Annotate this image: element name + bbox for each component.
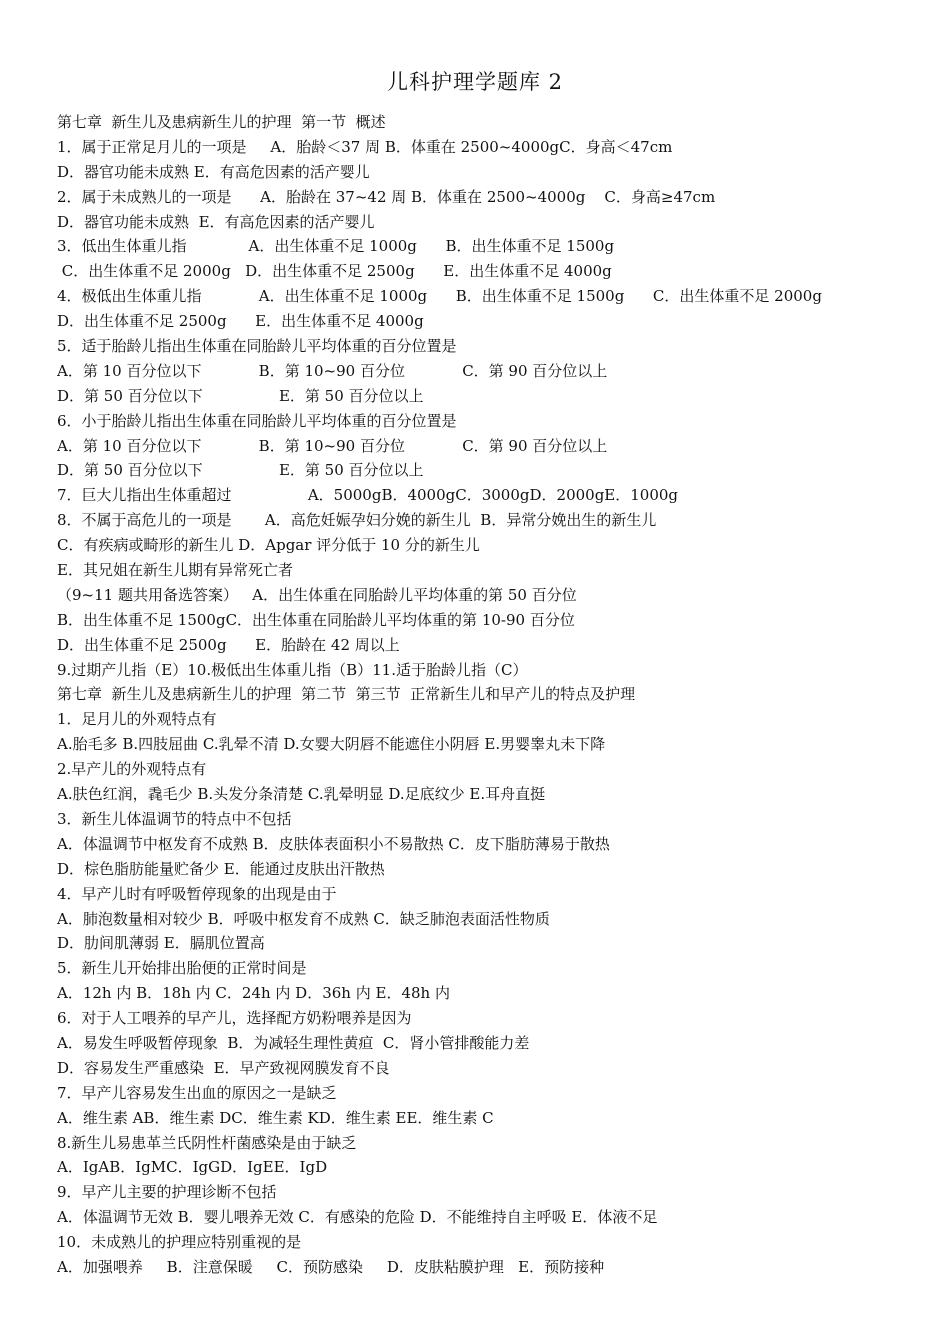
text-line: 6．小于胎龄儿指出生体重在同胎龄儿平均体重的百分位置是: [57, 411, 457, 430]
text-line: C．有疾病或畸形的新生儿 D．Apgar 评分低于 10 分的新生儿: [57, 536, 480, 555]
text-line: A．12h 内 B．18h 内 C．24h 内 D．36h 内 E．48h 内: [57, 984, 450, 1003]
text-line: D．肋间肌薄弱 E．膈肌位置高: [57, 934, 265, 953]
text-line: A．易发生呼吸暂停现象 B．为减轻生理性黄疸 C．肾小管排酸能力差: [57, 1033, 530, 1052]
text-line: D．容易发生严重感染 E．早产致视网膜发育不良: [57, 1058, 390, 1077]
text-line: D．器官功能未成熟 E．有高危因素的活产婴儿: [57, 212, 375, 231]
text-line: 2．属于未成熟儿的一项是 A．胎龄在 37~42 周 B．体重在 2500~4000g C．身高≥47cm: [57, 187, 716, 206]
text-line: 2.早产儿的外观特点有: [57, 760, 207, 779]
text-line: D．出生体重不足 2500g E．出生体重不足 4000g: [57, 312, 424, 331]
text-line: D．出生体重不足 2500g E．胎龄在 42 周以上: [57, 635, 400, 654]
text-line: D．器官功能未成熟 E．有高危因素的活产婴儿: [57, 162, 370, 181]
text-line: A．体温调节中枢发育不成熟 B．皮肤体表面积小不易散热 C．皮下脂肪薄易于散热: [57, 834, 610, 853]
text-line: D．棕色脂肪能量贮备少 E．能通过皮肤出汗散热: [57, 859, 385, 878]
text-line: 10．未成熟儿的护理应特别重视的是: [57, 1233, 302, 1252]
text-line: A．加强喂养 B．注意保暖 C．预防感染 D．皮肤粘膜护理 E．预防接种: [57, 1257, 605, 1276]
text-line: 第七章 新生儿及患病新生儿的护理 第二节 第三节 正常新生儿和早产儿的特点及护理: [57, 685, 636, 704]
text-line: D．第 50 百分位以下 E．第 50 百分位以上: [57, 386, 424, 405]
text-line: 6．对于人工喂养的早产儿，选择配方奶粉喂养是因为: [57, 1009, 412, 1028]
text-line: A．第 10 百分位以下 B．第 10~90 百分位 C．第 90 百分位以上: [57, 361, 608, 380]
text-line: C．出生体重不足 2000g D．出生体重不足 2500g E．出生体重不足 4000g: [57, 262, 612, 281]
text-line: 5．新生儿开始排出胎便的正常时间是: [57, 959, 307, 978]
text-line: 3．低出生体重儿指 A．出生体重不足 1000g B．出生体重不足 1500g: [57, 237, 615, 256]
text-line: 5．适于胎龄儿指出生体重在同胎龄儿平均体重的百分位置是: [57, 337, 457, 356]
text-line: 1．足月儿的外观特点有: [57, 710, 217, 729]
text-line: B．出生体重不足 1500gC．出生体重在同胎龄儿平均体重的第 10-90 百分位: [57, 610, 575, 629]
text-line: 4．极低出生体重儿指 A．出生体重不足 1000g B．出生体重不足 1500g C．出生体重不足 2000g: [57, 287, 822, 306]
text-line: 4．早产儿时有呼吸暂停现象的出现是由于: [57, 884, 337, 903]
text-line: A．第 10 百分位以下 B．第 10~90 百分位 C．第 90 百分位以上: [57, 436, 608, 455]
text-line: 9．早产儿主要的护理诊断不包括: [57, 1183, 277, 1202]
text-line: D．第 50 百分位以下 E．第 50 百分位以上: [57, 461, 424, 480]
text-line: A．IgAB．IgMC．IgGD．IgEE．IgD: [57, 1158, 328, 1177]
document-title: 儿科护理学题库 2: [386, 70, 564, 94]
text-line: 1．属于正常足月儿的一项是 A．胎龄＜37 周 B．体重在 2500~4000gC．身高＜47cm: [57, 137, 673, 156]
text-line: 8．不属于高危儿的一项是 A．高危妊娠孕妇分娩的新生儿 B．异常分娩出生的新生儿: [57, 511, 657, 530]
document-body: [57, 110, 937, 1280]
text-line: E．其兄姐在新生儿期有异常死亡者: [57, 561, 293, 580]
text-line: A．体温调节无效 B．婴儿喂养无效 C．有感染的危险 D．不能维持自主呼吸 E．体液不足: [57, 1208, 658, 1227]
text-line: 第七章 新生儿及患病新生儿的护理 第一节 概述: [57, 113, 386, 131]
text-line: A.肤色红润，毳毛少 B.头发分条清楚 C.乳晕明显 D.足底纹少 E.耳舟直挺: [57, 785, 546, 804]
text-line: （9~11 题共用备选答案） A．出生体重在同胎龄儿平均体重的第 50 百分位: [57, 585, 577, 604]
text-line: 7．巨大儿指出生体重超过 A．5000gB．4000gC．3000gD．2000gE．1000g: [57, 486, 679, 505]
text-line: 9.过期产儿指（E）10.极低出生体重儿指（B）11.适于胎龄儿指（C）: [57, 660, 528, 679]
text-line: A．肺泡数量相对较少 B．呼吸中枢发育不成熟 C．缺乏肺泡表面活性物质: [57, 909, 550, 928]
text-line: 3．新生儿体温调节的特点中不包括: [57, 809, 292, 828]
text-line: A.胎毛多 B.四肢屈曲 C.乳晕不清 D.女婴大阴唇不能遮住小阴唇 E.男婴睾丸未下降: [57, 735, 606, 754]
text-line: A．维生素 AB．维生素 DC．维生素 KD．维生素 EE．维生素 C: [57, 1108, 494, 1127]
text-line: 8.新生儿易患革兰氏阴性杆菌感染是由于缺乏: [57, 1133, 357, 1152]
text-line: 7．早产儿容易发生出血的原因之一是缺乏: [57, 1083, 337, 1102]
